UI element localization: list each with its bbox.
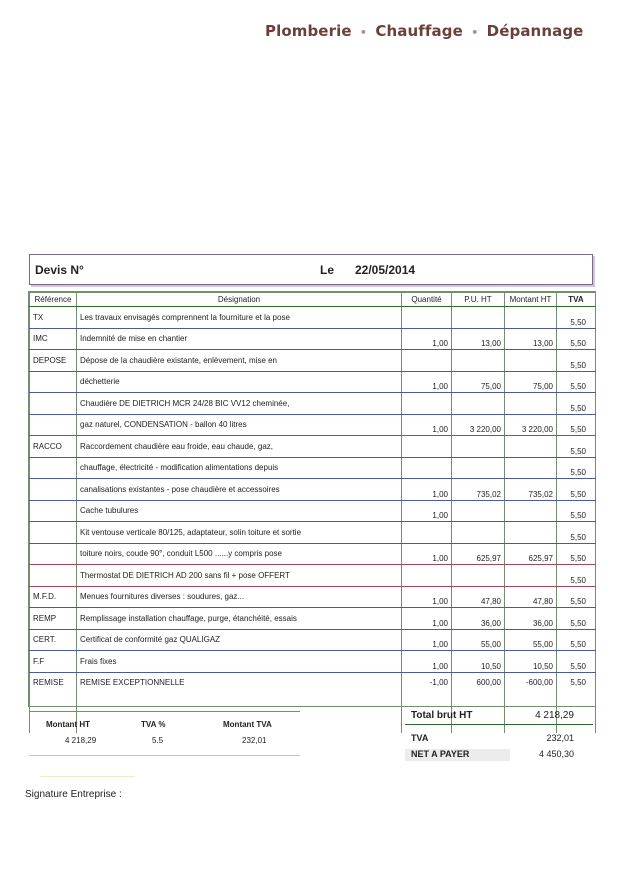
total-brut-label: Total brut HT [411,710,473,721]
quote-date: 22/05/2014 [355,263,416,277]
net-a-payer-value: 4 450,30 [538,749,574,759]
cell-designation: Indemnité de mise en chantier [77,328,402,350]
cell-quantite [402,436,452,458]
total-tva-label: TVA [411,733,429,743]
cell-montant-ht: 735,02 [505,479,557,501]
cell-designation: chauffage, électricité - modification alimentations depuis [77,457,402,479]
cell-montant-ht: -600,00 [505,672,557,733]
table-row [30,586,596,608]
table-row [30,436,596,458]
cell-quantite: 1,00 [402,651,452,673]
cell-reference: IMC [30,328,77,350]
cell-quantite [402,307,452,329]
table-row [30,393,596,415]
cell-pu-ht: 625,97 [452,543,505,565]
table-row [30,371,596,393]
cell-pu-ht [452,307,505,329]
cell-reference [30,543,77,565]
cell-designation: toiture noirs, coude 90°, conduit L500 ......y compris pose [77,543,402,565]
summary-tva-pct: 5.5 [152,736,164,745]
cell-tva: 5,50 [557,457,596,479]
table-row [30,414,596,436]
cell-quantite: -1,00 [402,672,452,733]
cell-montant-ht [505,457,557,479]
cell-reference: RACCO [30,436,77,458]
cell-montant-ht: 625,97 [505,543,557,565]
cell-montant-ht: 3 220,00 [505,414,557,436]
column-pu-ht: P.U. HT [452,293,505,307]
table-row [30,629,596,651]
cell-montant-ht [505,500,557,522]
cell-pu-ht: 55,00 [452,629,505,651]
tagline-depannage: Dépannage [486,22,584,40]
cell-montant-ht [505,393,557,415]
summary-montant-tva-label: Montant TVA [223,720,272,729]
cell-montant-ht [505,350,557,372]
cell-tva: 5,50 [557,350,596,372]
tagline-chauffage: Chauffage [375,22,463,40]
cell-montant-ht [505,522,557,544]
column-tva: TVA [557,293,596,307]
column-quantite: Quantité [402,293,452,307]
cell-quantite [402,565,452,587]
table-row [30,500,596,522]
table-row [30,328,596,350]
cell-designation: Certificat de conformité gaz QUALIGAZ [77,629,402,651]
table-row [30,543,596,565]
date-label: Le [320,263,335,277]
cell-designation: Frais fixes [77,651,402,673]
cell-pu-ht [452,436,505,458]
cell-pu-ht: 36,00 [452,608,505,630]
table-row [30,350,596,372]
cell-designation: Chaudière DE DIETRICH MCR 24/28 BIC VV12 cheminée, [77,393,402,415]
company-tagline [265,22,583,40]
table-row [30,479,596,501]
cell-quantite: 1,00 [402,328,452,350]
summary-montant-ht: 4 218,29 [65,736,97,745]
column-montant-ht: Montant HT [505,293,557,307]
cell-quantite: 1,00 [402,586,452,608]
column-reference: Référence [30,293,77,307]
cell-pu-ht: 735,02 [452,479,505,501]
cell-pu-ht [452,500,505,522]
cell-tva: 5,50 [557,565,596,587]
cell-quantite [402,350,452,372]
table-row [30,457,596,479]
cell-designation: Remplissage installation chauffage, purge, étanchéité, essais [77,608,402,630]
total-tva-value: 232,01 [546,733,574,743]
cell-quantite: 1,00 [402,543,452,565]
cell-pu-ht: 600,00 [452,672,505,733]
cell-quantite: 1,00 [402,500,452,522]
cell-montant-ht: 75,00 [505,371,557,393]
cell-reference [30,479,77,501]
cell-tva: 5,50 [557,414,596,436]
cell-pu-ht: 13,00 [452,328,505,350]
cell-tva: 5,50 [557,586,596,608]
cell-pu-ht: 3 220,00 [452,414,505,436]
cell-quantite: 1,00 [402,629,452,651]
cell-tva: 5,50 [557,371,596,393]
cell-designation: Cache tubulures [77,500,402,522]
cell-montant-ht: 10,50 [505,651,557,673]
summary-tva-pct-label: TVA % [141,720,166,729]
cell-designation: Thermostat DE DIETRICH AD 200 sans fil + pose OFFERT [77,565,402,587]
cell-tva: 5,50 [557,543,596,565]
cell-quantite [402,457,452,479]
cell-pu-ht: 10,50 [452,651,505,673]
cell-designation: Dépose de la chaudière existante, enlèvement, mise en [77,350,402,372]
cell-tva: 5,50 [557,629,596,651]
cell-quantite [402,393,452,415]
quote-header [29,254,593,285]
cell-reference: DEPOSE [30,350,77,372]
cell-quantite: 1,00 [402,608,452,630]
cell-designation: canalisations existantes - pose chaudière et accessoires [77,479,402,501]
cell-pu-ht [452,393,505,415]
tagline-separator: • [359,26,368,39]
total-brut-value: 4 218,29 [535,710,574,721]
cell-reference: REMP [30,608,77,630]
cell-quantite: 1,00 [402,371,452,393]
cell-quantite [402,522,452,544]
cell-reference: CERT. [30,629,77,651]
cell-montant-ht: 47,80 [505,586,557,608]
cell-montant-ht: 55,00 [505,629,557,651]
cell-tva: 5,50 [557,479,596,501]
table-row [30,522,596,544]
cell-reference [30,565,77,587]
cell-tva: 5,50 [557,500,596,522]
table-row [30,307,596,329]
cell-reference [30,500,77,522]
cell-reference: F.F [30,651,77,673]
cell-tva: 5,50 [557,307,596,329]
cell-reference [30,414,77,436]
cell-pu-ht: 47,80 [452,586,505,608]
table-row [30,651,596,673]
cell-tva: 5,50 [557,672,596,733]
cell-pu-ht: 75,00 [452,371,505,393]
cell-tva: 5,50 [557,522,596,544]
table-row [30,565,596,587]
quote-number-label: Devis N° [35,263,84,277]
summary-montant-tva: 232,01 [242,736,267,745]
tax-summary [29,711,300,756]
column-designation: Désignation [77,293,402,307]
cell-tva: 5,50 [557,651,596,673]
tagline-separator: • [471,26,479,39]
cell-pu-ht [452,457,505,479]
signature-label: Signature Entreprise : [25,789,122,800]
cell-reference [30,457,77,479]
cell-reference: TX [30,307,77,329]
cell-montant-ht: 36,00 [505,608,557,630]
cell-reference: REMISE [30,672,77,733]
quote-lines-table [28,291,596,707]
table-header-row [30,293,596,307]
cell-tva: 5,50 [557,436,596,458]
cell-designation: gaz naturel, CONDENSATION - ballon 40 litres [77,414,402,436]
cell-pu-ht [452,350,505,372]
tagline-plomberie: Plomberie [265,22,352,40]
cell-reference [30,393,77,415]
summary-montant-ht-label: Montant HT [46,720,90,729]
cell-reference [30,522,77,544]
cell-montant-ht [505,436,557,458]
cell-tva: 5,50 [557,328,596,350]
cell-montant-ht [505,307,557,329]
cell-designation: REMISE EXCEPTIONNELLE [77,672,402,733]
cell-designation: Menues fournitures diverses : soudures, gaz... [77,586,402,608]
cell-reference [30,371,77,393]
cell-pu-ht [452,522,505,544]
cell-quantite: 1,00 [402,479,452,501]
net-a-payer-label: NET A PAYER [411,749,470,759]
cell-montant-ht: 13,00 [505,328,557,350]
cell-pu-ht [452,565,505,587]
cell-tva: 5,50 [557,393,596,415]
cell-reference: M.F.D. [30,586,77,608]
cell-designation: Raccordement chaudière eau froide, eau chaude, gaz, [77,436,402,458]
cell-quantite: 1,00 [402,414,452,436]
table-row [30,608,596,630]
cell-tva: 5,50 [557,608,596,630]
cell-montant-ht [505,565,557,587]
cell-designation: déchetterie [77,371,402,393]
cell-designation: Les travaux envisagés comprennent la fourniture et la pose [77,307,402,329]
cell-designation: Kit ventouse verticale 80/125, adaptateur, solin toiture et sortie [77,522,402,544]
